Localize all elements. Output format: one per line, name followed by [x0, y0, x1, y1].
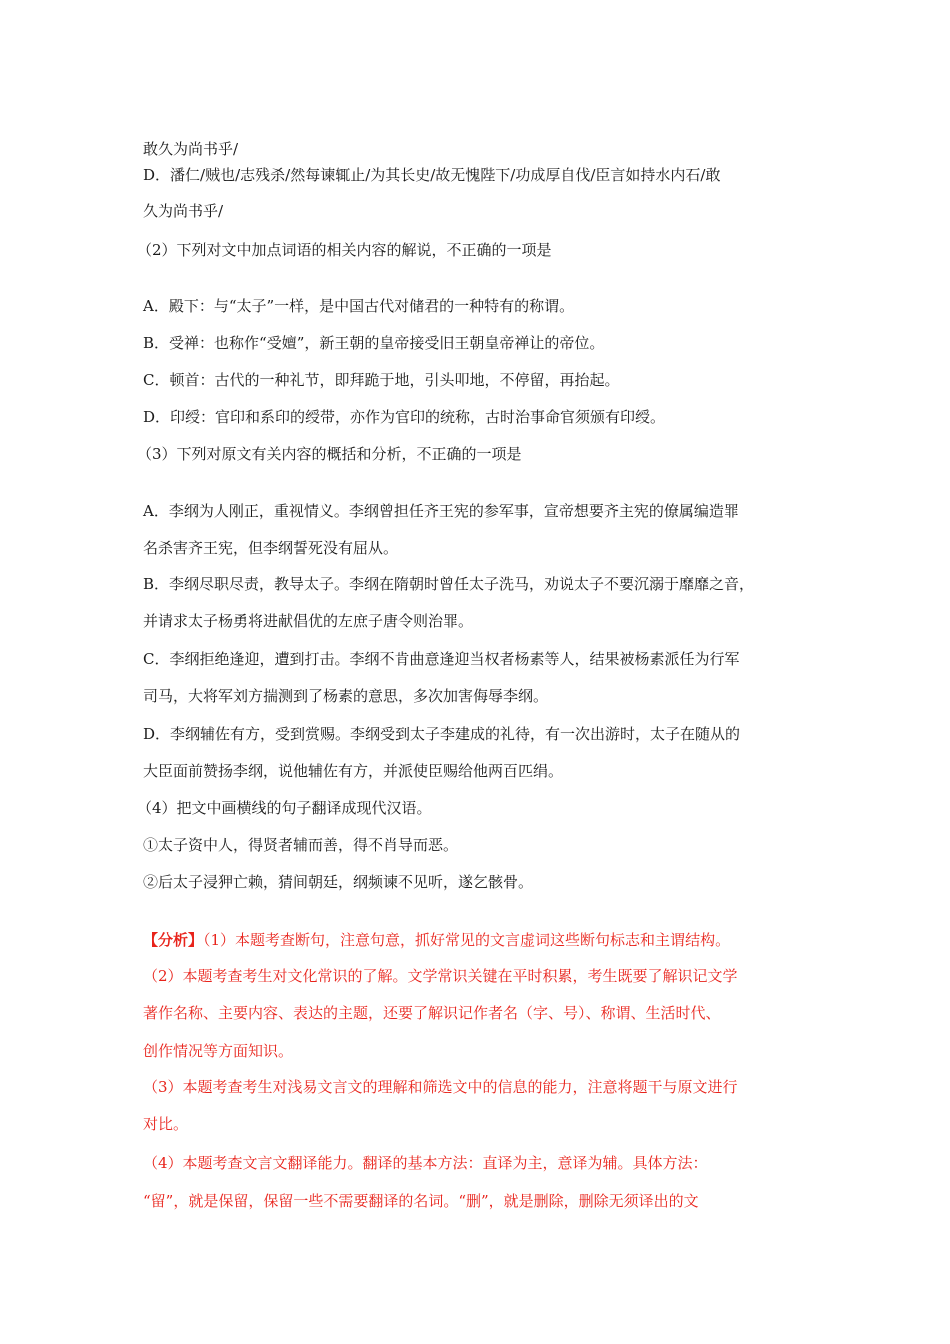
q4-sentence-2: ②后太子浸狎亡赖，猜间朝廷，纲频谏不见听，遂乞骸骨。	[143, 873, 534, 891]
q3-option-a-line1: A．李纲为人刚正，重视情义。李纲曾担任齐王宪的参军事，宣帝想要齐主宪的僚属编造罪	[143, 502, 739, 520]
analysis-p1-text: （1）本题考查断句，注意句意，抓好常见的文言虚词这些断句标志和主谓结构。	[203, 931, 731, 949]
q3-option-d-line1: D．李纲辅佐有方，受到赏赐。李纲受到太子李建成的礼待，有一次出游时，太子在随从的	[143, 725, 741, 743]
q4-sentence-1: ①太子资中人，得贤者辅而善，得不肖导而恶。	[143, 836, 459, 854]
analysis-p3-line1: （3）本题考查考生对浅易文言文的理解和筛选文中的信息的能力，注意将题干与原文进行	[143, 1078, 738, 1096]
q2-stem: （2）下列对文中加点词语的相关内容的解说，不正确的一项是	[137, 241, 552, 259]
q2-option-c: C．顿首：古代的一种礼节，即拜跪于地，引头叩地，不停留，再抬起。	[143, 371, 620, 389]
q3-stem: （3）下列对原文有关内容的概括和分析，不正确的一项是	[137, 445, 522, 463]
q4-stem: （4）把文中画横线的句子翻译成现代汉语。	[137, 799, 432, 817]
q2-option-d: D．印绶：官印和系印的绶带，亦作为官印的统称，古时治事命官须颁有印绶。	[143, 408, 666, 426]
analysis-p2-line3: 创作情况等方面知识。	[143, 1042, 294, 1060]
q1-option-c-tail: 敢久为尚书乎/	[143, 140, 239, 158]
q1-option-d-line2: 久为尚书乎/	[143, 202, 224, 220]
q2-option-b: B．受禅：也称作“受嬗”，新王朝的皇帝接受旧王朝皇帝禅让的帝位。	[143, 334, 605, 352]
q3-option-c-line2: 司马，大将军刘方揣测到了杨素的意思，多次加害侮辱李纲。	[143, 687, 549, 705]
q3-option-b-line2: 并请求太子杨勇将进献倡优的左庶子唐令则治罪。	[143, 612, 474, 630]
q3-option-c-line1: C．李纲拒绝逢迎，遭到打击。李纲不肯曲意逢迎当权者杨素等人，结果被杨素派任为行军	[143, 650, 740, 668]
q3-option-a-line2: 名杀害齐王宪，但李纲誓死没有屈从。	[143, 539, 399, 557]
q3-option-d-line2: 大臣面前赞扬李纲，说他辅佐有方，并派使臣赐给他两百匹绢。	[143, 762, 564, 780]
analysis-p1	[143, 930, 730, 950]
analysis-p4-line2: “留”，就是保留，保留一些不需要翻译的名词。“删”，就是删除，删除无须译出的文	[143, 1192, 699, 1210]
analysis-p4-line1: （4）本题考查文言文翻译能力。翻译的基本方法：直译为主，意译为辅。具体方法：	[143, 1154, 708, 1172]
q3-option-b-line1: B．李纲尽职尽责，教导太子。李纲在隋朝时曾任太子洗马，劝说太子不要沉溺于靡靡之音，	[143, 575, 755, 593]
q1-option-d-line1: D．潘仁/贼也/志残杀/然每谏辄止/为其长史/故无愧陛下/功成厚自伐/臣言如持水内石/敢	[143, 166, 721, 184]
q2-option-a: A．殿下：与“太子”一样，是中国古代对储君的一种特有的称谓。	[143, 297, 575, 315]
analysis-label: 【分析】	[143, 931, 204, 949]
analysis-p2-line2: 著作名称、主要内容、表达的主题，还要了解识记作者名（字、号）、称谓、生活时代、	[143, 1004, 721, 1022]
analysis-p3-line2: 对比。	[143, 1115, 189, 1133]
analysis-p2-line1: （2）本题考查考生对文化常识的了解。文学常识关键在平时积累，考生既要了解识记文学	[143, 967, 738, 985]
